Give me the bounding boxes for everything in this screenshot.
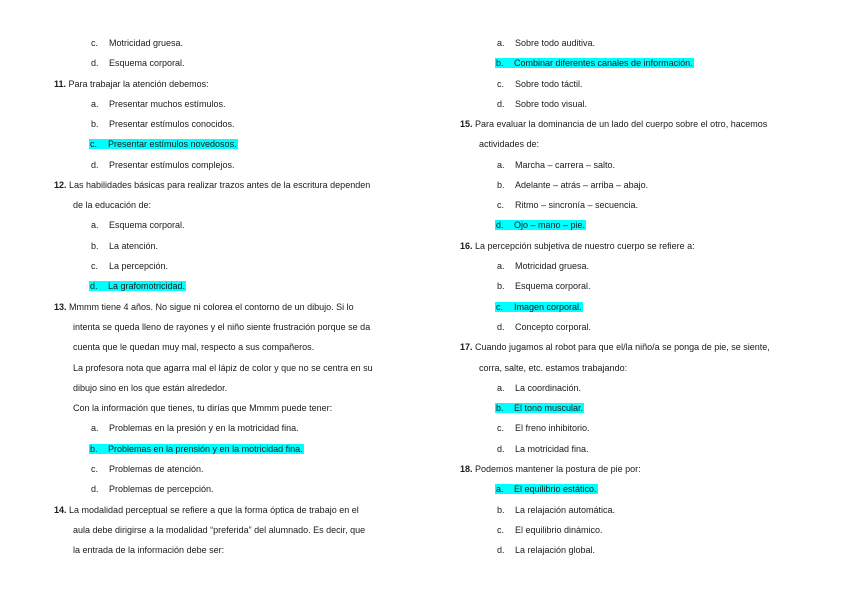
- option-text: Combinar diferentes canales de información.: [514, 58, 693, 68]
- option-text: Marcha – carrera – salto.: [515, 160, 616, 170]
- answer-highlight: [89, 139, 238, 149]
- option-letter: b.: [497, 281, 505, 291]
- question-text-continued: de la educación de:: [73, 200, 152, 210]
- option-line: [497, 321, 591, 333]
- question-number: 11.: [54, 79, 67, 89]
- option-line: [497, 98, 587, 110]
- question-number: 18.: [460, 464, 473, 474]
- question-text: La modalidad perceptual se refiere a que la forma óptica de trabajo en el: [69, 505, 359, 515]
- question-number: 15.: [460, 119, 473, 129]
- answer-highlight: [495, 220, 586, 230]
- option-line: [91, 260, 168, 272]
- option-line: [91, 57, 185, 69]
- question-text-continued: la entrada de la información debe ser:: [73, 545, 225, 555]
- option-text: Esquema corporal.: [109, 58, 185, 68]
- option-text: El freno inhibitorio.: [515, 423, 590, 433]
- option-line: [497, 524, 603, 536]
- option-text: Presentar muchos estímulos.: [109, 99, 226, 109]
- option-letter: b.: [90, 444, 98, 454]
- question-text-continued: La profesora nota que agarra mal el lápiz de color y que no se centra en su: [73, 363, 373, 373]
- option-letter: c.: [497, 200, 505, 210]
- option-line: [91, 118, 235, 130]
- option-letter: d.: [497, 545, 505, 555]
- option-letter: d.: [496, 220, 504, 230]
- option-text: El equilibrio dinámico.: [515, 525, 603, 535]
- question-14: [54, 504, 359, 516]
- option-line: [497, 260, 589, 272]
- option-letter: c.: [91, 38, 99, 48]
- option-text: Problemas de percepción.: [109, 484, 214, 494]
- option-text: La coordinación.: [515, 383, 582, 393]
- option-letter: d.: [90, 281, 98, 291]
- option-letter: a.: [91, 220, 99, 230]
- option-line: [497, 159, 615, 171]
- option-line: [91, 159, 235, 171]
- option-text: Adelante – atrás – arriba – abajo.: [515, 180, 649, 190]
- answer-highlight: [495, 403, 584, 413]
- question-text-continued: actividades de:: [479, 139, 540, 149]
- question-text-continued: aula debe dirigirse a la modalidad “preferida” del alumnado. Es decir, que: [73, 525, 366, 535]
- option-letter: b.: [496, 58, 504, 68]
- answer-highlight: [89, 281, 186, 291]
- option-letter: a.: [497, 383, 505, 393]
- option-line-highlighted: [89, 280, 186, 292]
- option-text: Motricidad gruesa.: [109, 38, 184, 48]
- option-line-highlighted: [495, 483, 598, 495]
- option-text: La grafomotricidad.: [108, 281, 186, 291]
- question-text: Para evaluar la dominancia de un lado del cuerpo sobre el otro, hacemos: [475, 119, 768, 129]
- option-text: La relajación automática.: [515, 505, 616, 515]
- option-text: Sobre todo táctil.: [515, 79, 583, 89]
- answer-highlight: [89, 444, 304, 454]
- option-letter: c.: [496, 302, 504, 312]
- answer-highlight: [495, 302, 583, 312]
- question-number: 16.: [460, 241, 473, 251]
- question-number: 13.: [54, 302, 67, 312]
- option-text: La motricidad fina.: [515, 444, 589, 454]
- question-number: 17.: [460, 342, 473, 352]
- option-text: Ritmo – sincronía – secuencia.: [515, 200, 639, 210]
- option-text: La percepción.: [109, 261, 169, 271]
- option-letter: c.: [91, 261, 99, 271]
- option-line: [497, 280, 591, 292]
- option-line: [91, 37, 183, 49]
- option-text: Ojo – mano – pie.: [514, 220, 586, 230]
- option-line: [497, 199, 638, 211]
- question-12: [54, 179, 370, 191]
- option-line-highlighted: [89, 443, 304, 455]
- option-line: [91, 463, 204, 475]
- option-line: [497, 382, 581, 394]
- question-number: 14.: [54, 505, 67, 515]
- question-text: Cuando jugamos al robot para que el/la niño/a se ponga de pie, se siente,: [475, 342, 770, 352]
- option-text: Esquema corporal.: [515, 281, 591, 291]
- option-letter: d.: [91, 484, 99, 494]
- question-17: [460, 341, 770, 353]
- option-line: [91, 219, 185, 231]
- option-letter: d.: [497, 444, 505, 454]
- option-letter: d.: [497, 322, 505, 332]
- option-letter: b.: [91, 119, 99, 129]
- option-letter: b.: [496, 403, 504, 413]
- option-text: El tono muscular.: [514, 403, 584, 413]
- option-text: Problemas en la prensión y en la motricidad fina.: [108, 444, 303, 454]
- question-text: La percepción subjetiva de nuestro cuerpo se refiere a:: [475, 241, 695, 251]
- option-letter: b.: [497, 505, 505, 515]
- option-letter: c.: [497, 525, 505, 535]
- option-line-highlighted: [89, 138, 238, 150]
- option-text: Sobre todo auditiva.: [515, 38, 596, 48]
- answer-highlight: [495, 484, 598, 494]
- option-letter: b.: [91, 241, 99, 251]
- option-line-highlighted: [495, 402, 584, 414]
- question-15: [460, 118, 767, 130]
- option-line: [497, 422, 590, 434]
- option-text: La relajación global.: [515, 545, 596, 555]
- option-letter: b.: [497, 180, 505, 190]
- question-text: Podemos mantener la postura de pie por:: [475, 464, 641, 474]
- option-text: Sobre todo visual.: [515, 99, 588, 109]
- question-text-continued: dibujo sino en los que están alrededor.: [73, 383, 228, 393]
- option-letter: a.: [497, 38, 505, 48]
- option-letter: a.: [497, 160, 505, 170]
- question-18: [460, 463, 641, 475]
- option-line-highlighted: [495, 57, 694, 69]
- question-text: Las habilidades básicas para realizar trazos antes de la escritura dependen: [69, 180, 371, 190]
- option-text: Imagen corporal.: [514, 302, 582, 312]
- question-text-continued: corra, salte, etc. estamos trabajando:: [479, 363, 628, 373]
- option-letter: d.: [91, 58, 99, 68]
- option-text: Motricidad gruesa.: [515, 261, 590, 271]
- question-text-continued: Con la información que tienes, tu dirías que Mmmm puede tener:: [73, 403, 333, 413]
- option-line-highlighted: [495, 219, 586, 231]
- option-text: Presentar estímulos complejos.: [109, 160, 235, 170]
- option-letter: a.: [496, 484, 504, 494]
- option-line: [91, 422, 299, 434]
- question-text-continued: intenta se queda lleno de rayones y el niño siente frustración porque se da: [73, 322, 371, 332]
- option-letter: c.: [497, 423, 505, 433]
- option-text: Esquema corporal.: [109, 220, 185, 230]
- option-line: [497, 544, 595, 556]
- question-11: [54, 78, 209, 90]
- answer-highlight: [495, 58, 694, 68]
- option-letter: a.: [91, 423, 99, 433]
- option-text: El equilibrio estático.: [514, 484, 597, 494]
- question-text-continued: cuenta que le quedan muy mal, respecto a sus compañeros.: [73, 342, 315, 352]
- question-number: 12.: [54, 180, 67, 190]
- option-letter: a.: [91, 99, 99, 109]
- question-text: Mmmm tiene 4 años. No sigue ni colorea el contorno de un dibujo. Si lo: [69, 302, 354, 312]
- option-line: [497, 504, 615, 516]
- option-line: [497, 443, 589, 455]
- option-line: [497, 179, 648, 191]
- option-line: [497, 37, 595, 49]
- option-letter: d.: [91, 160, 99, 170]
- question-text: Para trabajar la atención debemos:: [68, 79, 209, 89]
- option-line: [91, 240, 158, 252]
- option-text: Presentar estímulos novedosos.: [108, 139, 237, 149]
- option-letter: d.: [497, 99, 505, 109]
- option-letter: c.: [91, 464, 99, 474]
- option-letter: c.: [497, 79, 505, 89]
- option-text: Presentar estímulos conocidos.: [109, 119, 235, 129]
- option-line: [497, 78, 583, 90]
- option-line: [91, 98, 226, 110]
- option-line-highlighted: [495, 301, 583, 313]
- option-text: Problemas en la presión y en la motricidad fina.: [109, 423, 299, 433]
- option-text: La atención.: [109, 241, 159, 251]
- option-text: Concepto corporal.: [515, 322, 592, 332]
- option-line: [91, 483, 214, 495]
- question-13: [54, 301, 354, 313]
- option-text: Problemas de atención.: [109, 464, 204, 474]
- option-letter: c.: [90, 139, 98, 149]
- option-letter: a.: [497, 261, 505, 271]
- question-16: [460, 240, 695, 252]
